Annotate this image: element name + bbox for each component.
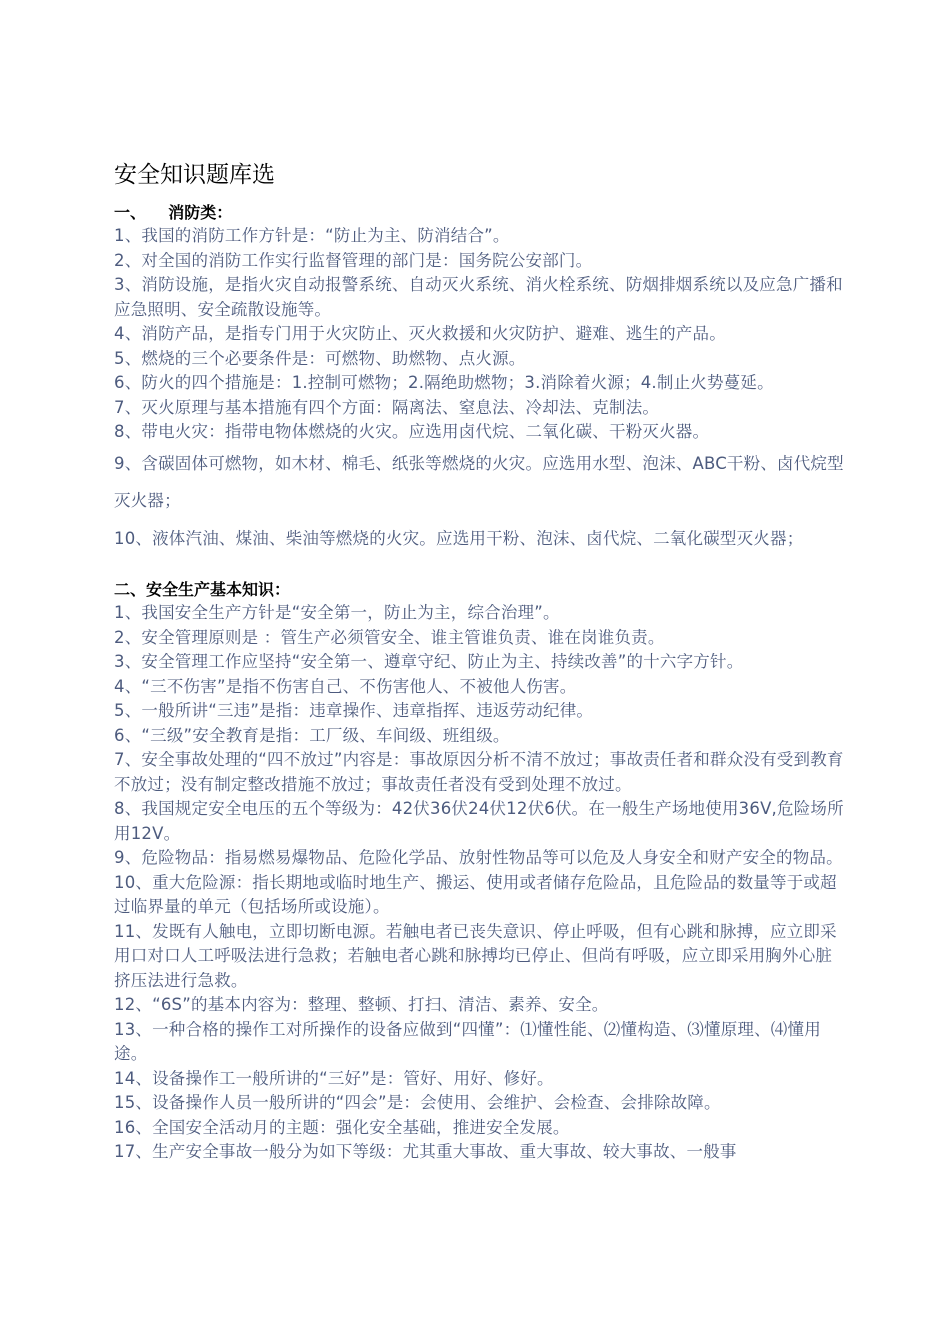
list-item: 16、全国安全活动月的主题：强化安全基础，推进安全发展。: [114, 1117, 570, 1137]
list-item: 12、“6S”的基本内容为：整理、整顿、打扫、清洁、素养、安全。: [114, 995, 609, 1014]
list-item: 17、生产安全事故一般分为如下等级：尤其重大事故、重大事故、较大事故、一般事: [114, 1142, 737, 1161]
document-title: 安全知识题库选: [114, 162, 275, 188]
list-item: 2、对全国的消防工作实行监督管理的部门是：国务院公安部门。: [114, 250, 593, 270]
list-item: 6、防火的四个措施是：1.控制可燃物；2.隔绝助燃物；3.消除着火源；4.制止火势蔓延。: [114, 373, 774, 392]
list-item: 1、我国安全生产方针是“安全第一，防止为主，综合治理”。: [114, 603, 560, 622]
list-item: 10、重大危险源：指长期地或临时地生产、搬运、使用或者储存危险品，且危险品的数量等于或超过临界量的单元（包括场所或设施）。: [114, 872, 837, 916]
list-item: 3、安全管理工作应坚持“安全第一、遵章守纪、防止为主、持续改善”的十六字方针。: [114, 652, 744, 671]
section-heading: 一、 消防类：: [114, 203, 233, 222]
section-fire-safety: [114, 202, 844, 557]
section-heading: 二、安全生产基本知识：: [114, 580, 291, 599]
list-item: 9、危险物品：指易燃易爆物品、危险化学品、放射性物品等可以危及人身安全和财产安全的物品。: [114, 848, 843, 867]
document-body: [114, 158, 844, 1165]
list-item: 11、发既有人触电，立即切断电源。若触电者已丧失意识、停止呼吸，但有心跳和脉搏，应立即采用口对口人工呼吸法进行急救；若触电者心跳和脉搏均已停止、但尚有呼吸，应立即采用胸外心脏挤压法进行急救。: [114, 921, 837, 990]
list-item: 10、液体汽油、煤油、柴油等燃烧的火灾。应选用干粉、泡沫、卤代烷、二氧化碳型灭火器；: [114, 528, 804, 548]
list-item: 4、“三不伤害”是指不伤害自己、不伤害他人、不被他人伤害。: [114, 676, 577, 696]
list-item: 13、一种合格的操作工对所操作的设备应做到“四懂”：⑴懂性能、⑵懂构造、⑶懂原理、⑷懂用途。: [114, 1019, 821, 1063]
list-item: 5、一般所讲“三违”是指：违章操作、违章指挥、违返劳动纪律。: [114, 701, 594, 720]
list-item: 15、设备操作人员一般所讲的“四会”是：会使用、会维护、会检查、会排除故障。: [114, 1093, 721, 1112]
section-production-safety: [114, 579, 844, 1165]
list-item: 6、“三级”安全教育是指：工厂级、车间级、班组级。: [114, 725, 510, 745]
list-item: 4、消防产品，是指专门用于火灾防止、灭火救援和火灾防护、避难、逃生的产品。: [114, 324, 726, 343]
list-item: 9、含碳固体可燃物，如木材、棉毛、纸张等燃烧的火灾。应选用水型、泡沫、ABC干粉、卤代烷型灭火器；: [114, 453, 844, 510]
list-item: 1、我国的消防工作方针是：“防止为主、防消结合”。: [114, 226, 510, 245]
list-item: 3、消防设施，是指火灾自动报警系统、自动灭火系统、消火栓系统、防烟排烟系统以及应急广播和应急照明、安全疏散设施等。: [114, 275, 843, 319]
list-item: 8、我国规定安全电压的五个等级为：42伏36伏24伏12伏6伏。在一般生产场地使用36V,危险场所用12V。: [114, 799, 844, 843]
list-item: 2、安全管理原则是 ：管生产必须管安全、谁主管谁负责、谁在岗谁负责。: [114, 627, 665, 647]
list-item: 7、灭火原理与基本措施有四个方面：隔离法、窒息法、冷却法、克制法。: [114, 397, 660, 417]
list-item: 14、设备操作工一般所讲的“三好”是：管好、用好、修好。: [114, 1068, 554, 1088]
list-item: 8、带电火灾：指带电物体燃烧的火灾。应选用卤代烷、二氧化碳、干粉灭火器。: [114, 422, 710, 441]
list-item: 7、安全事故处理的“四不放过”内容是：事故原因分析不清不放过；事故责任者和群众没有受到教育不放过；没有制定整改措施不放过；事故责任者没有受到处理不放过。: [114, 750, 844, 794]
list-item: 5、燃烧的三个必要条件是：可燃物、助燃物、点火源。: [114, 348, 526, 368]
